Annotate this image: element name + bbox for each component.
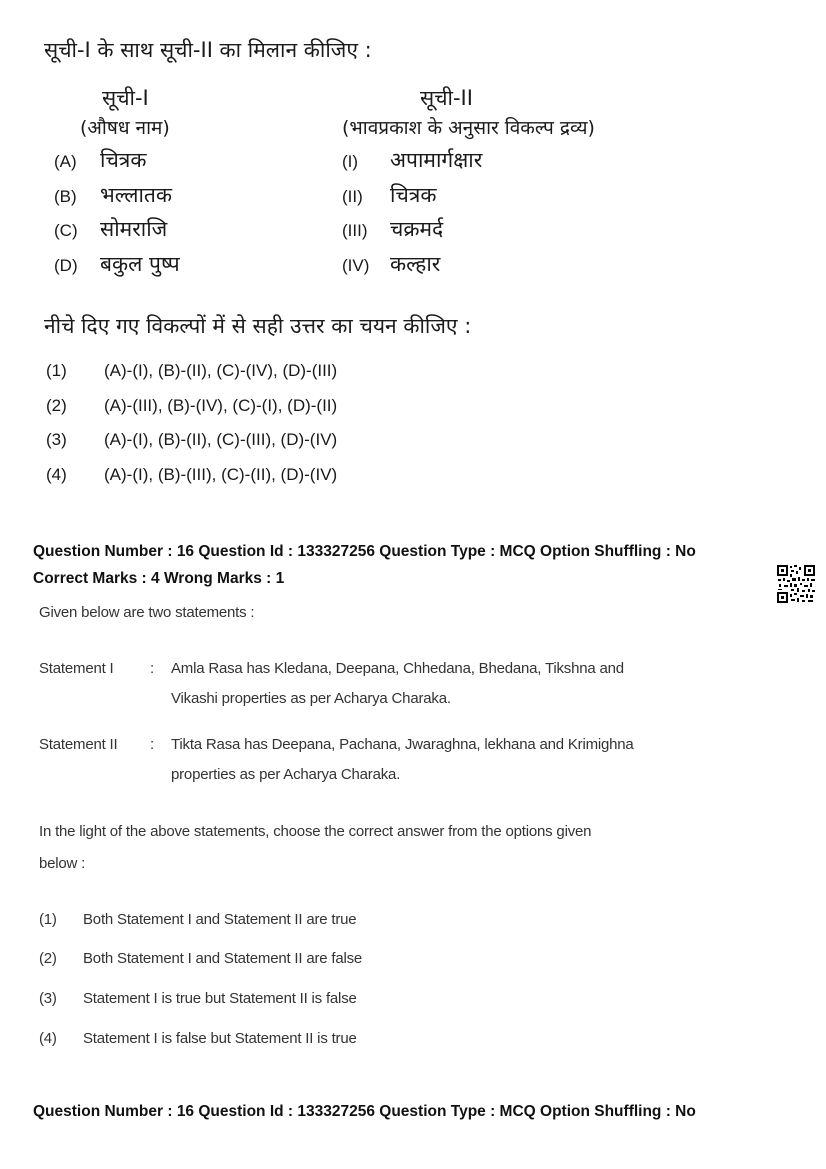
list2-item: चित्रक: [390, 183, 437, 207]
list2-label: (I): [342, 152, 359, 171]
list2-label: (IV): [342, 256, 370, 275]
statement-colon: :: [150, 660, 154, 677]
marks-meta: Correct Marks : 4 Wrong Marks : 1: [33, 570, 285, 587]
option-number: (4): [46, 465, 67, 484]
list2-title: सूची-II: [420, 86, 473, 110]
option-number: (1): [39, 911, 57, 928]
option-number: (1): [46, 361, 67, 380]
list2-item: चक्रमर्द: [390, 217, 444, 241]
option-number: (4): [39, 1030, 57, 1047]
option-number: (2): [46, 396, 67, 415]
option-text: Both Statement I and Statement II are true: [83, 911, 357, 928]
list2-subtitle: (भावप्रकाश के अनुसार विकल्प द्रव्य): [342, 117, 595, 139]
statement-text: Amla Rasa has Kledana, Deepana, Chhedana, Bhedana, Tikshna and: [171, 660, 624, 677]
option-text: Statement I is true but Statement II is false: [83, 990, 357, 1007]
list1-label: (B): [54, 187, 77, 206]
option-text: (A)-(III), (B)-(IV), (C)-(I), (D)-(II): [104, 396, 338, 415]
statement-colon: :: [150, 736, 154, 753]
choose-instruction: नीचे दिए गए विकल्पों में से सही उत्तर का चयन कीजिए :: [44, 314, 472, 338]
question-meta: Question Number : 16 Question Id : 133327256 Question Type : MCQ Option Shuffling : No: [33, 543, 696, 560]
option-number: (3): [46, 430, 67, 449]
list1-item: चित्रक: [100, 148, 147, 172]
qr-code-icon: [776, 564, 816, 604]
option-text: (A)-(I), (B)-(II), (C)-(IV), (D)-(III): [104, 361, 338, 380]
list2-label: (II): [342, 187, 363, 206]
list2-item: कल्हार: [390, 252, 441, 276]
option-number: (3): [39, 990, 57, 1007]
list1-label: (C): [54, 221, 78, 240]
statement-label: Statement II: [39, 736, 118, 753]
footer-question-meta: Question Number : 16 Question Id : 133327256 Question Type : MCQ Option Shuffling : No: [33, 1103, 696, 1120]
list1-item: सोमराजि: [100, 217, 168, 241]
list2-item: अपामार्गक्षार: [390, 148, 483, 172]
option-text: (A)-(I), (B)-(III), (C)-(II), (D)-(IV): [104, 465, 338, 484]
list2-label: (III): [342, 221, 368, 240]
list1-title: सूची-I: [102, 86, 149, 110]
choose-instruction-en: In the light of the above statements, choose the correct answer from the options given: [39, 823, 592, 840]
list1-label: (D): [54, 256, 78, 275]
statement-text: properties as per Acharya Charaka.: [171, 766, 401, 783]
statement-text: Vikashi properties as per Acharya Charaka.: [171, 690, 451, 707]
list1-item: बकुल पुष्प: [100, 252, 180, 276]
statement-label: Statement I: [39, 660, 114, 677]
option-text: (A)-(I), (B)-(II), (C)-(III), (D)-(IV): [104, 430, 338, 449]
list1-item: भल्लातक: [100, 183, 173, 207]
list1-subtitle: (औषध नाम): [80, 117, 170, 139]
statements-intro: Given below are two statements :: [39, 604, 255, 621]
choose-instruction-en-cont: below :: [39, 855, 86, 872]
statement-text: Tikta Rasa has Deepana, Pachana, Jwaraghna, lekhana and Krimighna: [171, 736, 634, 753]
match-instruction: सूची-I के साथ सूची-II का मिलान कीजिए :: [44, 38, 372, 62]
option-text: Statement I is false but Statement II is true: [83, 1030, 357, 1047]
list1-label: (A): [54, 152, 77, 171]
option-text: Both Statement I and Statement II are false: [83, 950, 363, 967]
option-number: (2): [39, 950, 57, 967]
